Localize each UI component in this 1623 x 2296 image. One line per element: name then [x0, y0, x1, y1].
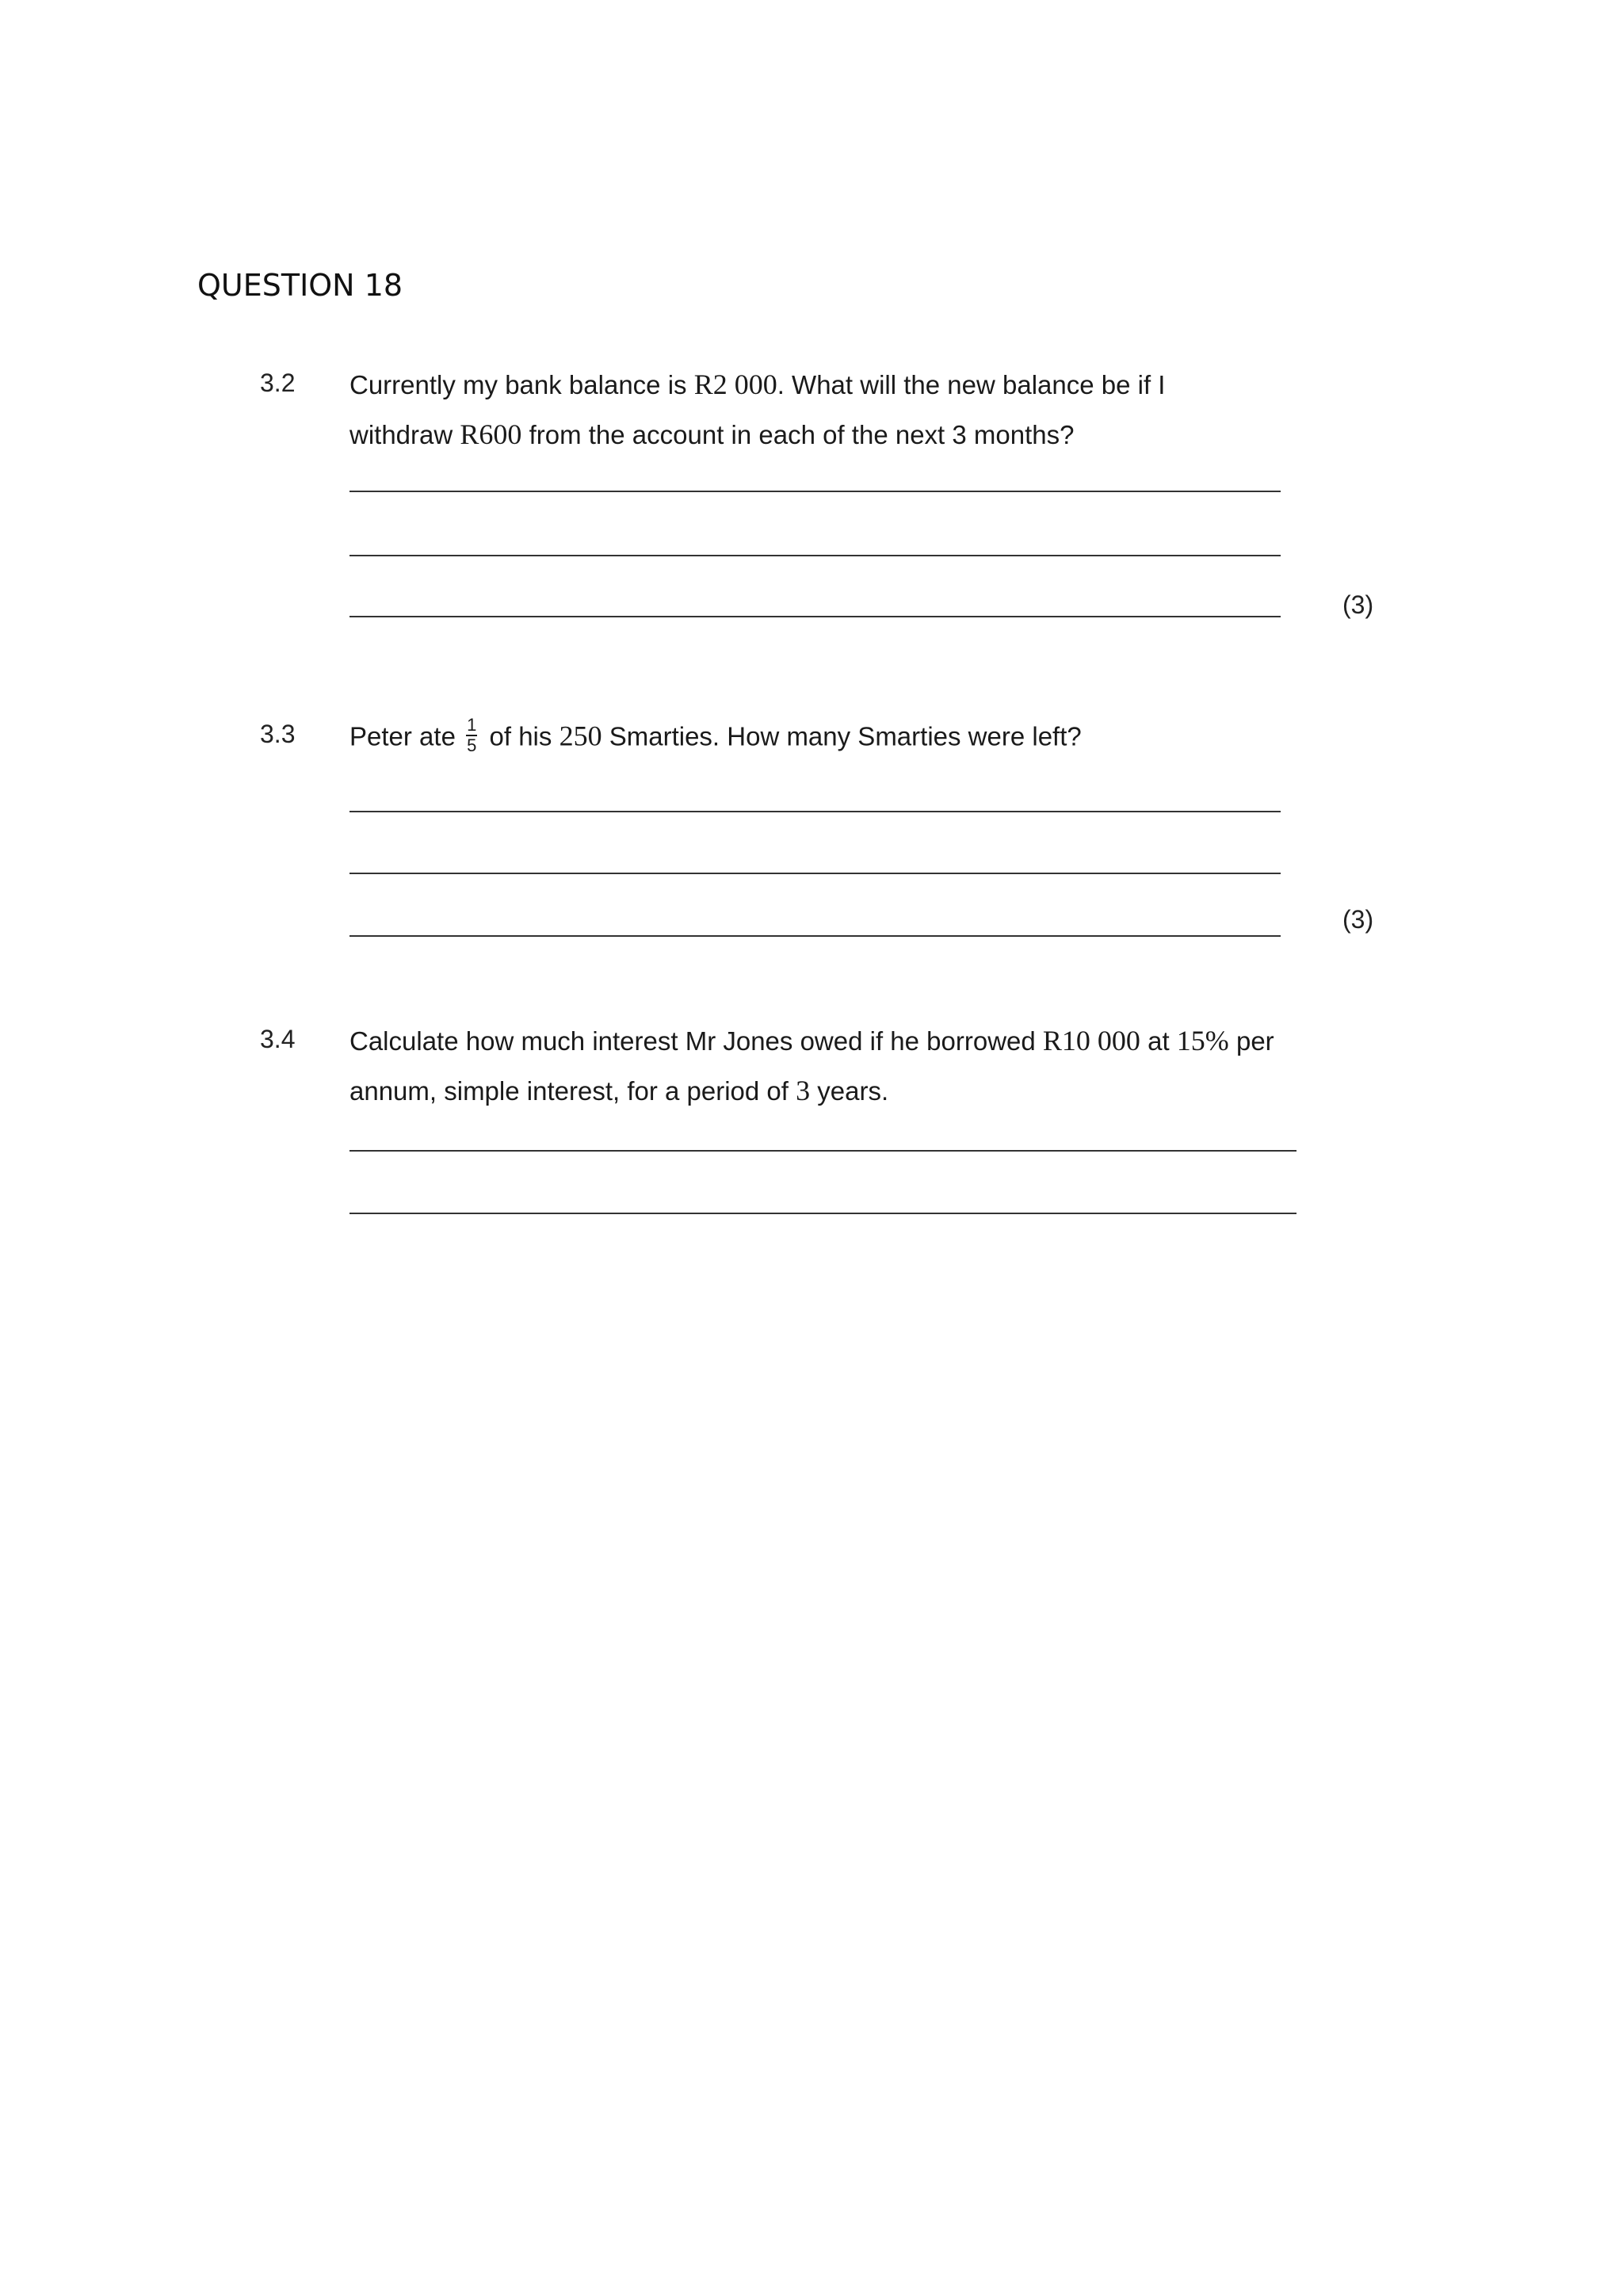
question-3-4-line-1: [349, 1025, 1274, 1057]
answer-line[interactable]: [349, 935, 1281, 937]
page-heading: QUESTION 18: [197, 268, 403, 303]
question-3-3-text: Smarties. How many Smarties were left?: [601, 721, 1082, 751]
answer-line[interactable]: [349, 1213, 1296, 1214]
question-number-3-4: 3.4: [260, 1025, 296, 1053]
question-3-2-text: Currently my bank balance is: [349, 370, 694, 399]
question-3-2-amount: R600: [460, 418, 522, 450]
question-3-3-text: of his: [482, 721, 559, 751]
fraction-denominator: 5: [467, 735, 477, 755]
question-3-3-marks: (3): [1342, 905, 1374, 934]
question-3-2-text: . What will the new balance be if I: [777, 370, 1166, 399]
question-3-4-period: 3: [796, 1075, 811, 1106]
fraction: [466, 716, 477, 755]
question-3-3-line-1: [349, 715, 1082, 758]
question-3-2-marks: (3): [1342, 590, 1374, 619]
question-3-2-text: from the account in each of the next 3 months?: [521, 420, 1075, 449]
answer-line[interactable]: [349, 811, 1281, 812]
question-3-4-text: years.: [810, 1076, 889, 1106]
answer-line[interactable]: [349, 616, 1281, 617]
answer-line[interactable]: [349, 873, 1281, 874]
question-3-3-amount: 250: [559, 720, 602, 752]
question-3-2-text: withdraw: [349, 420, 460, 449]
question-number-3-3: 3.3: [260, 720, 296, 748]
question-3-2-line-2: [349, 418, 1074, 451]
answer-line[interactable]: [349, 491, 1281, 492]
question-3-4-text: at: [1140, 1026, 1177, 1056]
question-3-3-text: Peter ate: [349, 721, 464, 751]
question-3-2-line-1: [349, 369, 1165, 401]
question-3-4-amount: R10 000: [1042, 1025, 1140, 1056]
question-3-4-rate: 15%: [1176, 1025, 1229, 1056]
question-3-2-amount: R2 000: [693, 369, 777, 400]
question-number-3-2: 3.2: [260, 369, 296, 397]
question-3-4-line-2: [349, 1075, 888, 1107]
answer-line[interactable]: [349, 555, 1281, 556]
question-3-4-text: per: [1228, 1026, 1274, 1056]
fraction-numerator: 1: [467, 715, 477, 735]
answer-line[interactable]: [349, 1150, 1296, 1152]
question-3-4-text: annum, simple interest, for a period of: [349, 1076, 796, 1106]
question-3-4-text: Calculate how much interest Mr Jones owed if he borrowed: [349, 1026, 1043, 1056]
